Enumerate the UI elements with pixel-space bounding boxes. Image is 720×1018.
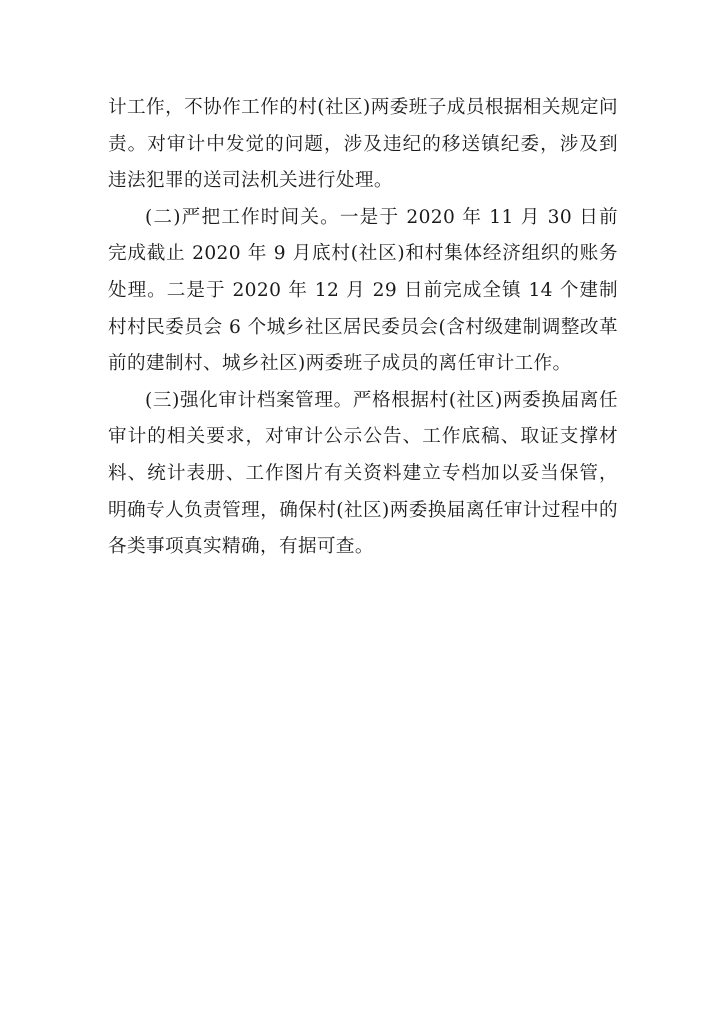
paragraph-work-schedule: (二)严把工作时间关。一是于 2020 年 11 月 30 日前完成截止 2020 年 9 月底村(社区)和村集体经济组织的账务处理。二是于 2020 年 12 月 29 日前完成全镇 14 个建制村村民委员会 6 个城乡社区居民委员会(含村级建制调整改革前的建制村、城乡社区)两委班子成员的离任审计工作。 <box>108 206 618 375</box>
document-body <box>108 90 618 566</box>
paragraph-continuation: 计工作，不协作工作的村(社区)两委班子成员根据相关规定问责。对审计中发觉的问题，涉及违纪的移送镇纪委，涉及到违法犯罪的送司法机关进行处理。 <box>108 97 618 192</box>
paragraph-audit-archive: (三)强化审计档案管理。严格根据村(社区)两委换届离任审计的相关要求，对审计公示公告、工作底稿、取证支撑材料、统计表册、工作图片有关资料建立专档加以妥当保管，明确专人负责管理，确保村(社区)两委换届离任审计过程中的各类事项真实精确，有据可查。 <box>108 389 618 558</box>
